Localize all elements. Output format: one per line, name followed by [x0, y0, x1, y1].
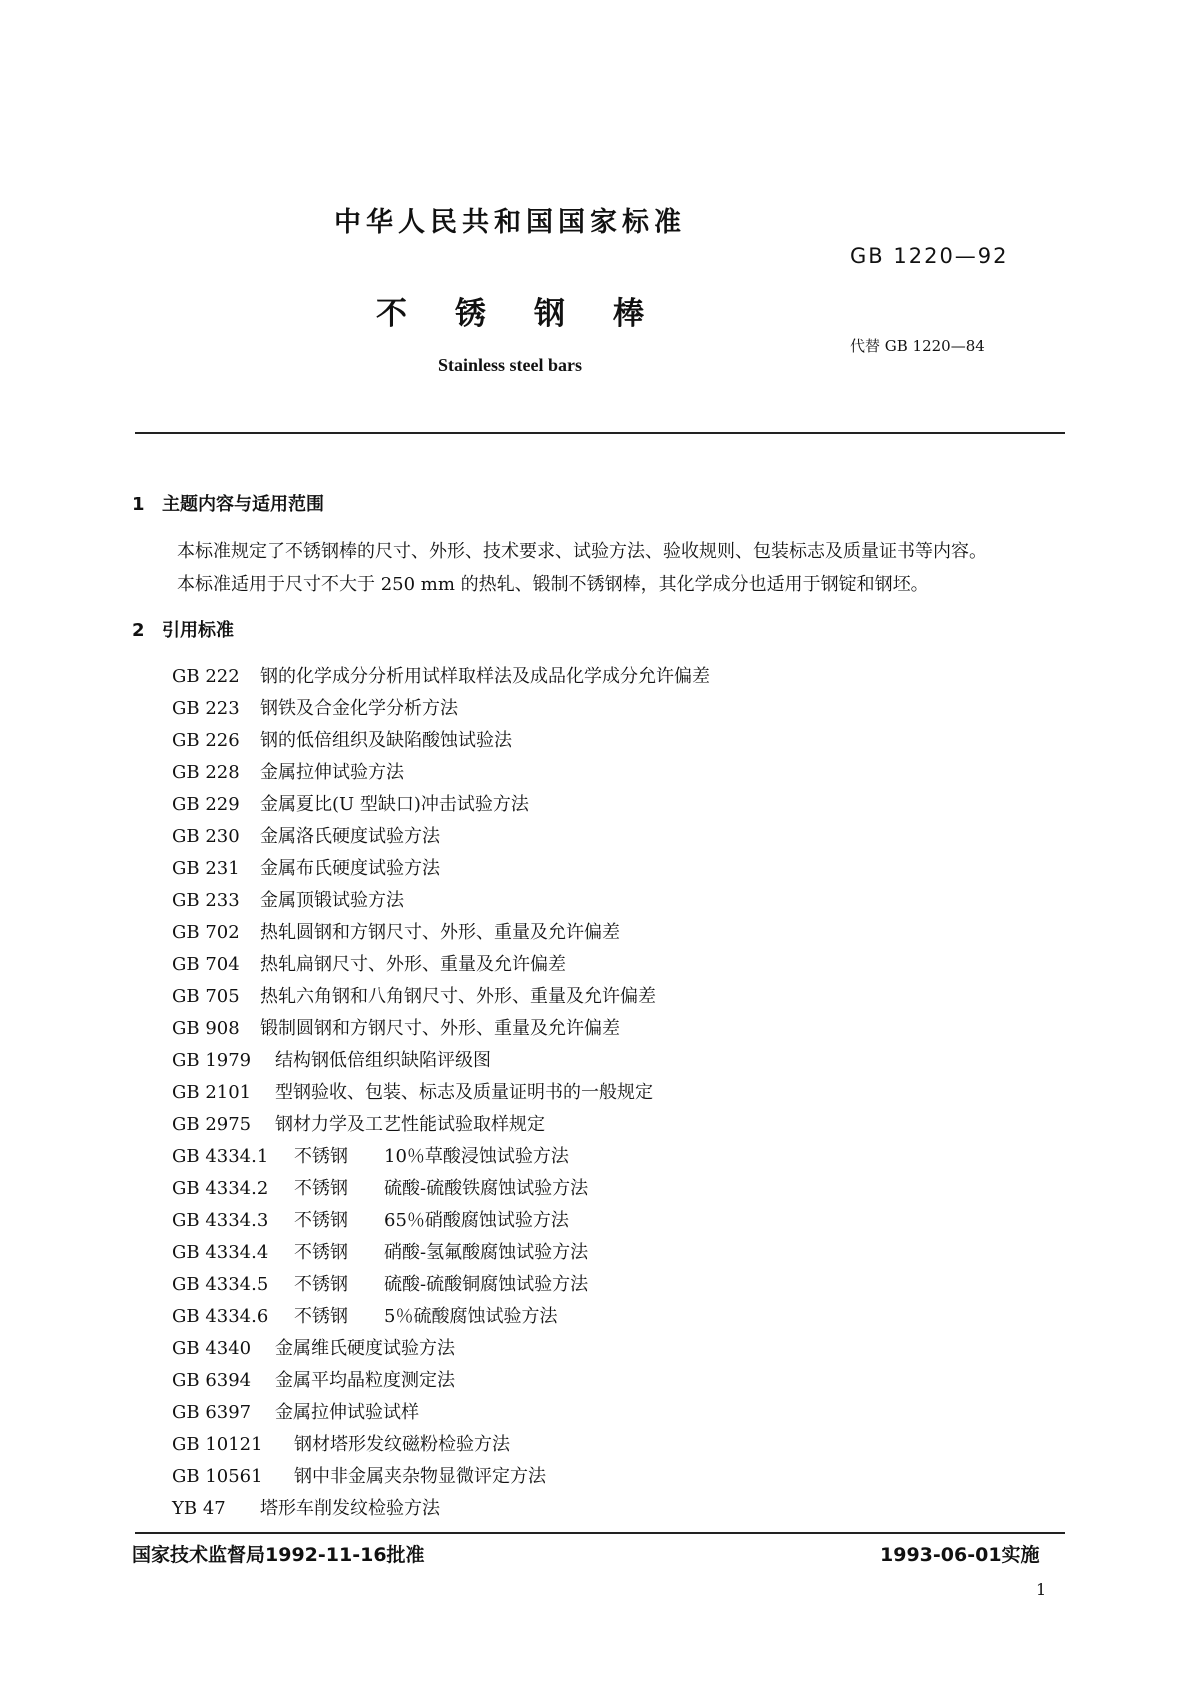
- reference-item: [172, 821, 710, 853]
- header-divider: [135, 432, 1065, 434]
- reference-title: 热轧扁钢尺寸、外形、重量及允许偏差: [260, 954, 566, 975]
- reference-title: 金属洛氏硬度试验方法: [260, 826, 440, 847]
- reference-subject: 不锈钢: [294, 1178, 348, 1199]
- reference-code: GB 702: [172, 922, 240, 943]
- reference-title: 钢的低倍组织及缺陷酸蚀试验法: [260, 730, 512, 751]
- reference-code: GB 705: [172, 986, 240, 1007]
- section-1-paragraph-2: 本标准适用于尺寸不大于 250 mm 的热轧、锻制不锈钢棒，其化学成分也适用于钢锭和钢坯。: [177, 574, 929, 595]
- reference-subject: 不锈钢: [294, 1210, 348, 1231]
- reference-item: [172, 1077, 710, 1109]
- reference-code: GB 1979: [172, 1050, 252, 1071]
- reference-code: GB 222: [172, 666, 240, 687]
- reference-code: GB 4340: [172, 1338, 252, 1359]
- reference-title: 钢的化学成分分析用试样取样法及成品化学成分允许偏差: [260, 666, 710, 687]
- reference-item: [172, 757, 710, 789]
- reference-code: GB 4334.4: [172, 1242, 269, 1263]
- reference-title: 金属拉伸试验方法: [260, 762, 404, 783]
- reference-title: 钢材塔形发纹磁粉检验方法: [294, 1434, 510, 1455]
- reference-title: 金属顶锻试验方法: [260, 890, 404, 911]
- reference-title: 型钢验收、包装、标志及质量证明书的一般规定: [275, 1082, 653, 1103]
- reference-title: 塔形车削发纹检验方法: [260, 1498, 440, 1519]
- reference-item: [172, 1045, 710, 1077]
- reference-title: 钢材力学及工艺性能试验取样规定: [275, 1114, 545, 1135]
- reference-item: [172, 981, 710, 1013]
- reference-item: [172, 1301, 710, 1333]
- reference-item: [172, 725, 710, 757]
- reference-code: GB 908: [172, 1018, 240, 1039]
- reference-subject: 不锈钢: [294, 1306, 348, 1327]
- reference-code: GB 4334.2: [172, 1178, 269, 1199]
- reference-code: GB 4334.3: [172, 1210, 269, 1231]
- reference-item: [172, 789, 710, 821]
- reference-title: 5％硫酸腐蚀试验方法: [384, 1306, 558, 1327]
- reference-title: 硝酸-氢氟酸腐蚀试验方法: [384, 1242, 589, 1263]
- reference-item: [172, 1173, 710, 1205]
- reference-item: [172, 1013, 710, 1045]
- reference-code: GB 231: [172, 858, 240, 879]
- reference-title: 锻制圆钢和方钢尺寸、外形、重量及允许偏差: [260, 1018, 620, 1039]
- reference-item: [172, 1109, 710, 1141]
- reference-item: [172, 949, 710, 981]
- reference-title: 钢中非金属夹杂物显微评定方法: [294, 1466, 546, 1487]
- reference-code: GB 6394: [172, 1370, 252, 1391]
- reference-title: 硫酸-硫酸铜腐蚀试验方法: [384, 1274, 589, 1295]
- reference-title: 热轧圆钢和方钢尺寸、外形、重量及允许偏差: [260, 922, 620, 943]
- section-number: 2: [132, 620, 145, 641]
- reference-subject: 不锈钢: [294, 1274, 348, 1295]
- section-number: 1: [132, 494, 145, 515]
- reference-code: GB 10561: [172, 1466, 263, 1487]
- reference-code: GB 2101: [172, 1082, 252, 1103]
- reference-title: 结构钢低倍组织缺陷评级图: [275, 1050, 491, 1071]
- page-number: 1: [1036, 1580, 1047, 1599]
- reference-item: [172, 917, 710, 949]
- reference-title: 金属夏比(U 型缺口)冲击试验方法: [260, 794, 529, 815]
- reference-item: [172, 693, 710, 725]
- reference-item: [172, 1397, 710, 1429]
- reference-item: [172, 1365, 710, 1397]
- reference-code: GB 223: [172, 698, 240, 719]
- reference-title: 金属平均晶粒度测定法: [275, 1370, 455, 1391]
- reference-item: [172, 1269, 710, 1301]
- national-standard-title: 中华人民共和国国家标准: [334, 207, 686, 238]
- reference-code: GB 233: [172, 890, 240, 911]
- reference-item: [172, 1237, 710, 1269]
- replaces-note: 代替 GB 1220—84: [850, 337, 985, 355]
- reference-code: GB 4334.1: [172, 1146, 269, 1167]
- effective-date: 1993-06-01实施: [880, 1544, 1040, 1566]
- section-title: 主题内容与适用范围: [162, 494, 324, 515]
- section-1-paragraph-1: 本标准规定了不锈钢棒的尺寸、外形、技术要求、试验方法、验收规则、包装标志及质量证书等内容。: [177, 541, 987, 562]
- reference-code: GB 4334.5: [172, 1274, 269, 1295]
- reference-code: YB 47: [172, 1498, 226, 1519]
- section-title: 引用标准: [162, 620, 234, 641]
- reference-title: 钢铁及合金化学分析方法: [260, 698, 458, 719]
- reference-item: [172, 1429, 710, 1461]
- reference-code: GB 226: [172, 730, 240, 751]
- standard-title-cn: 不锈钢棒: [376, 296, 692, 332]
- reference-item: [172, 885, 710, 917]
- footer-divider: [135, 1532, 1065, 1534]
- reference-item: [172, 661, 710, 693]
- approval-date: 国家技术监督局1992-11-16批准: [132, 1544, 425, 1566]
- reference-item: [172, 1461, 710, 1493]
- reference-code: GB 230: [172, 826, 240, 847]
- reference-item: [172, 1333, 710, 1365]
- reference-code: GB 2975: [172, 1114, 252, 1135]
- reference-title: 金属维氏硬度试验方法: [275, 1338, 455, 1359]
- reference-title: 65％硝酸腐蚀试验方法: [384, 1210, 569, 1231]
- section-1-heading: [132, 490, 324, 516]
- reference-item: [172, 1141, 710, 1173]
- standard-number: GB 1220—92: [850, 244, 1009, 268]
- reference-code: GB 6397: [172, 1402, 252, 1423]
- reference-title: 金属布氏硬度试验方法: [260, 858, 440, 879]
- reference-subject: 不锈钢: [294, 1146, 348, 1167]
- reference-item: [172, 1493, 710, 1525]
- reference-item: [172, 853, 710, 885]
- reference-title: 金属拉伸试验试样: [275, 1402, 419, 1423]
- section-2-heading: [132, 616, 234, 642]
- reference-list: [172, 661, 710, 1525]
- standard-title-en: Stainless steel bars: [438, 355, 582, 375]
- reference-item: [172, 1205, 710, 1237]
- reference-subject: 不锈钢: [294, 1242, 348, 1263]
- reference-title: 硫酸-硫酸铁腐蚀试验方法: [384, 1178, 589, 1199]
- reference-code: GB 229: [172, 794, 240, 815]
- reference-title: 热轧六角钢和八角钢尺寸、外形、重量及允许偏差: [260, 986, 656, 1007]
- reference-code: GB 704: [172, 954, 240, 975]
- reference-title: 10％草酸浸蚀试验方法: [384, 1146, 569, 1167]
- reference-code: GB 228: [172, 762, 240, 783]
- reference-code: GB 4334.6: [172, 1306, 269, 1327]
- reference-code: GB 10121: [172, 1434, 263, 1455]
